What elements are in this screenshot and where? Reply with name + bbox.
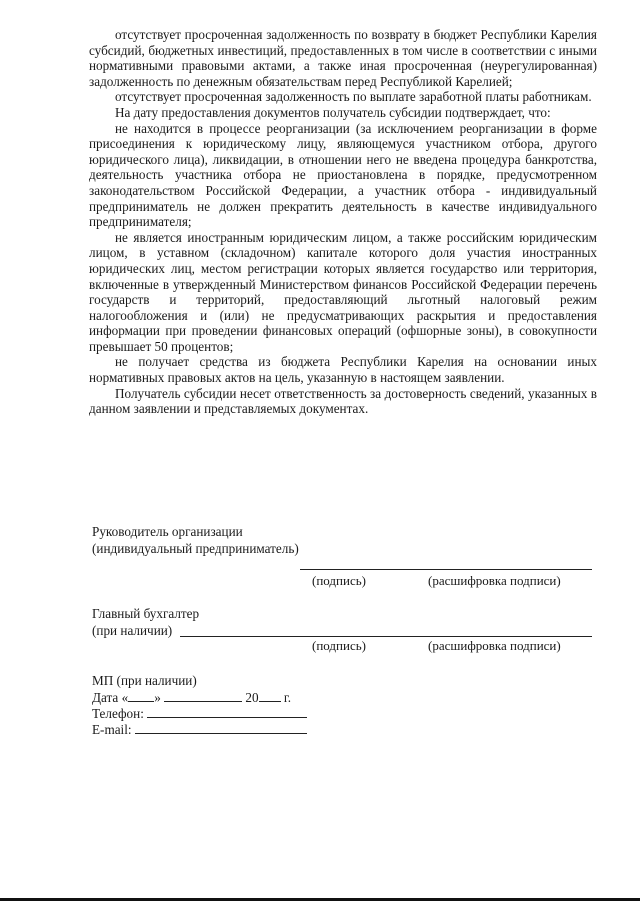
phone-field <box>92 705 307 722</box>
accountant-title: Главный бухгалтер <box>92 606 200 621</box>
paragraph-responsibility: Получатель субсидии несет ответственность за достоверность сведений, указанных в данном заявлении и представляемых документах. <box>89 385 597 417</box>
accountant-signature-caption: (подпись) <box>312 638 366 653</box>
date-year-suffix: г. <box>283 690 292 705</box>
accountant-signature-line[interactable] <box>180 636 592 637</box>
paragraph-other-funding: не получает средства из бюджета Республики Карелия на основании иных нормативных правовых актов на цель, указанную в настоящем заявлении. <box>89 354 597 386</box>
date-day-blank[interactable] <box>128 689 154 702</box>
paragraph-salary-debt: отсутствует просроченная задолженность по выплате заработной платы работникам. <box>115 89 592 105</box>
paragraph-confirmation-intro: На дату предоставления документов получатель субсидии подтверждает, что: <box>115 104 551 120</box>
head-subtitle: (индивидуальный предприниматель) <box>92 541 299 556</box>
date-year-blank[interactable] <box>259 689 281 702</box>
paragraph-debt-repayment: отсутствует просроченная задолженность по возврату в бюджет Республики Карелия субсидий, бюджетных инвестиций, предоставленных в том числе в соответствии с иными нормативными правовыми актами, а также иная просроченная (неурегулированная) задолженность по денежным обязательствам перед Республикой Карелией; <box>89 27 597 89</box>
head-title: Руководитель организации <box>92 524 243 539</box>
phone-blank[interactable] <box>147 705 307 718</box>
accountant-subtitle: (при наличии) <box>92 623 173 638</box>
date-month-blank[interactable] <box>164 689 242 702</box>
date-year-prefix: 20 <box>245 690 259 705</box>
head-decode-caption: (расшифровка подписи) <box>428 573 561 588</box>
head-signature-line[interactable] <box>300 569 592 570</box>
paragraph-foreign-entity: не является иностранным юридическим лицом, а также российским юридическим лицом, в уставном (складочном) капитале которого доля участия иностранных юридических лиц, местом регистрации которых является государство или территория, включенные в утвержденный Министерством финансов Российской Федерации перечень государств и территорий, предоставляющий льготный налоговый режим налогообложения и (или) не предусматривающих раскрытия и предоставления информации при проведении финансовых операций (офшорные зоны), в совокупности превышает 50 процентов; <box>89 229 597 354</box>
date-label: Дата « <box>92 690 129 705</box>
email-blank[interactable] <box>135 721 307 734</box>
stamp-label: МП (при наличии) <box>92 673 197 688</box>
head-signature-caption: (подпись) <box>312 573 366 588</box>
email-field <box>92 721 307 738</box>
paragraph-reorganization: не находится в процессе реорганизации (за исключением реорганизации в форме присоединения к юридическому лицу, являющемуся участником отбора, другого юридического лица), ликвидации, в отношении него не введена процедура банкротства, деятельность участника отбора не приостановлена в порядке, предусмотренном законодательством Российской Федерации, а участник отбора - индивидуальный предприниматель не должен прекратить деятельность в качестве индивидуального предпринимателя; <box>89 120 597 230</box>
phone-label: Телефон: <box>92 706 144 721</box>
page-bottom-edge <box>0 898 640 901</box>
accountant-decode-caption: (расшифровка подписи) <box>428 638 561 653</box>
date-field <box>92 689 291 706</box>
document-body <box>89 27 597 417</box>
date-quote-close: » <box>154 690 161 705</box>
email-label: E-mail: <box>92 722 132 737</box>
